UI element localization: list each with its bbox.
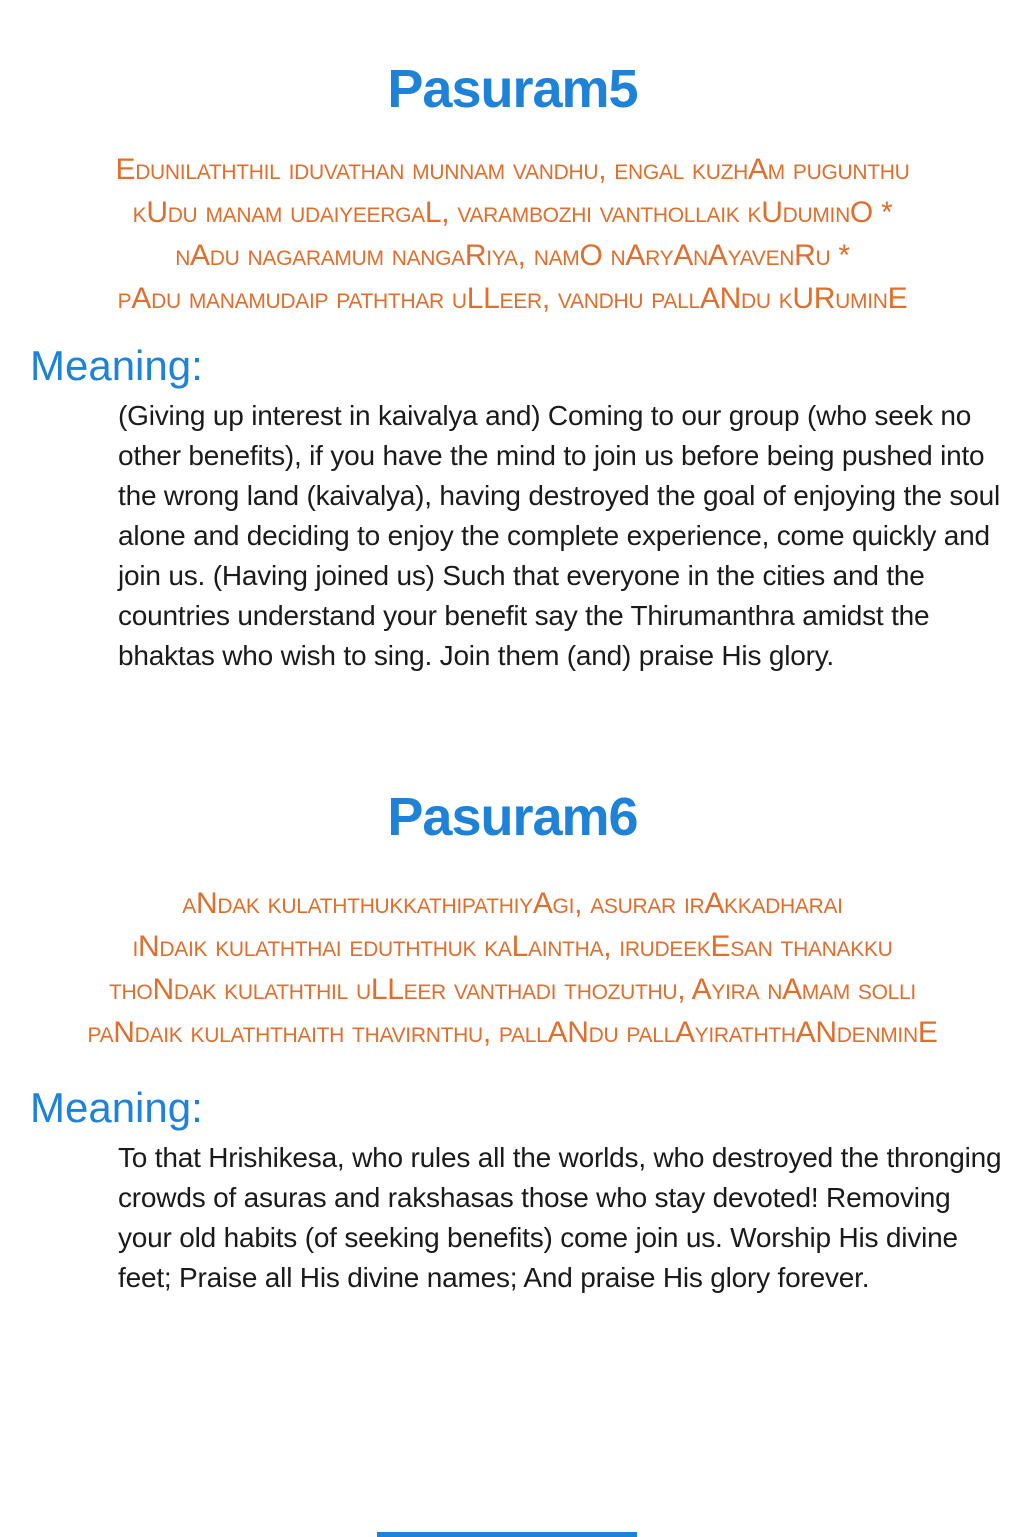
verse-line: paNdaik kulaththaith thavirnthu, pallANdu pallAyiraththANdenminE (87, 1016, 938, 1049)
verse-line: kUdu manam udaiyeergaL, varambozhi vanthollaik kUduminO * (132, 196, 893, 229)
pasuram5-verse (0, 148, 1025, 320)
pasuram5-meaning-heading: Meaning: (30, 342, 203, 389)
pasuram6-meaning-text: To that Hrishikesa, who rules all the worlds, who destroyed the thronging crowds of asuras and rakshasas those who stay devoted! Removing your old habits (of seeking benefits) come join us. Worship His divine feet; Praise all His divine names; And praise His glory forever. (118, 1142, 1002, 1293)
pasuram5-meaning-text: (Giving up interest in kaivalya and) Coming to our group (who seek no other benefits), if you have the mind to join us before being pushed into the wrong land (kaivalya), having destroyed the goal of enjoying the soul alone and deciding to enjoy the complete experience, come quickly and join us. (Having joined us) Such that everyone in the cities and the countries understand your benefit say the Thirumanthra amidst the bhaktas who wish to sing. Join them (and) praise His glory. (118, 400, 1000, 671)
verse-line: Edunilaththil iduvathan munnam vandhu, engal kuzhAm pugunthu (115, 153, 910, 186)
pasuram6-verse (0, 882, 1025, 1054)
verse-line: pAdu manamudaip paththar uLLeer, vandhu pallANdu kURuminE (117, 282, 908, 315)
verse-line: nAdu nagaramum nangaRiya, namO nAryAnAyavenRu * (175, 239, 850, 272)
pasuram5-title: Pasuram5 (387, 59, 638, 119)
pasuram6-meaning-heading: Meaning: (30, 1084, 203, 1131)
pasuram6-section (0, 676, 1025, 1298)
verse-line: aNdak kulaththukkathipathiyAgi, asurar irAkkadharai (182, 887, 843, 920)
pasuram5-section (0, 0, 1025, 676)
bottom-accent-bar (377, 1532, 637, 1537)
verse-line: thoNdak kulaththil uLLeer vanthadi thozuthu, Ayira nAmam solli (109, 973, 916, 1006)
verse-line: iNdaik kulaththai eduththuk kaLaintha, irudeekEsan thanakku (132, 930, 893, 963)
pasuram6-title: Pasuram6 (387, 787, 638, 847)
